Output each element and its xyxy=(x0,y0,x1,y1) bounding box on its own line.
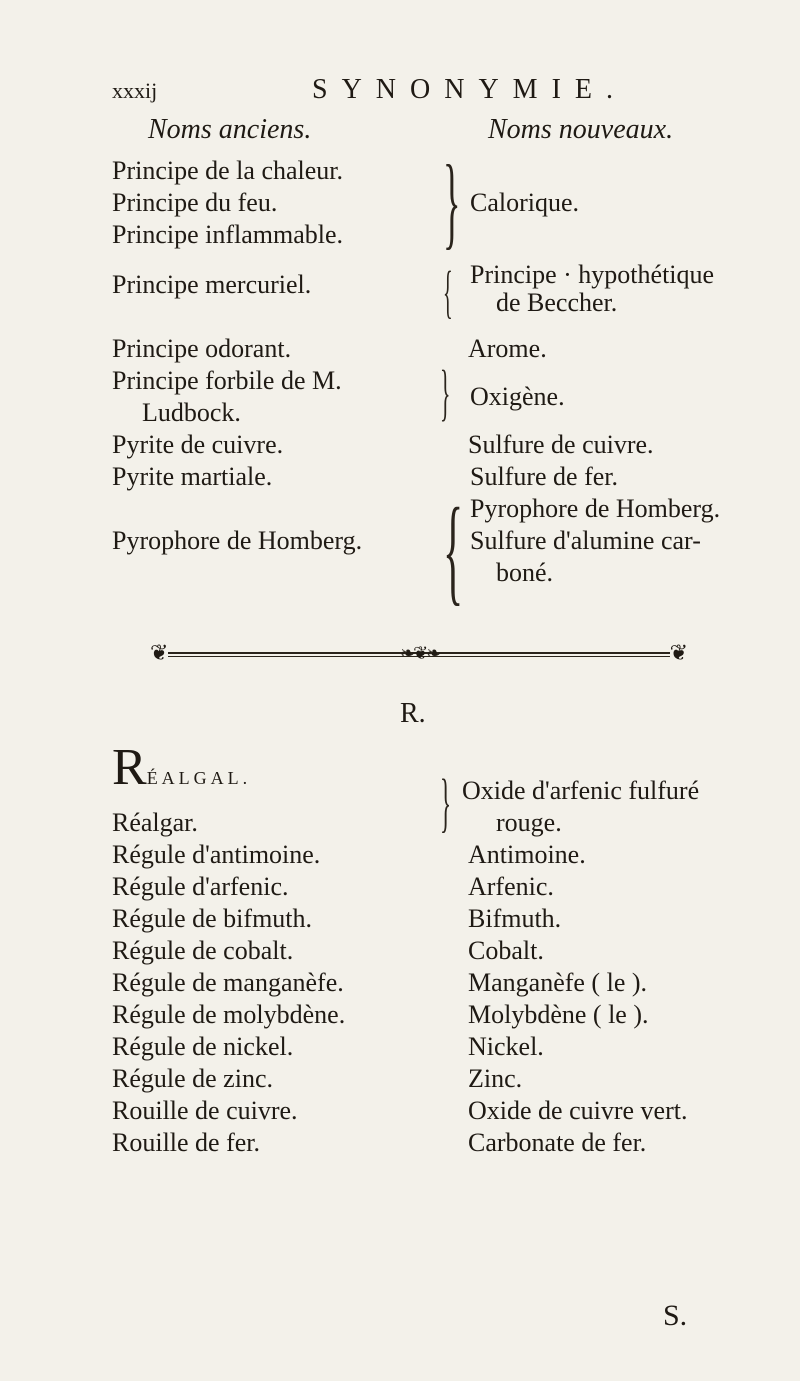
old-name: Pyrophore de Homberg. xyxy=(112,526,363,555)
new-name: Oxide d'arfenic fulfuré xyxy=(462,776,700,805)
old-name: Régule d'arfenic. xyxy=(112,872,289,901)
new-name: boné. xyxy=(496,558,554,587)
new-name: Arfenic. xyxy=(468,872,554,901)
brace-mark: { xyxy=(443,259,453,324)
old-names-heading: Noms anciens. xyxy=(148,114,312,145)
fleuron-icon: ❦ xyxy=(150,640,169,665)
brace-mark: { xyxy=(443,483,464,616)
brace-mark: } xyxy=(440,359,451,427)
old-name: Régule d'antimoine. xyxy=(112,840,321,869)
page-title: SYNONYMIE. xyxy=(312,74,627,105)
old-name: Régule de nickel. xyxy=(112,1032,294,1061)
new-name: Carbonate de fer. xyxy=(468,1128,647,1157)
old-name: Principe odorant. xyxy=(112,334,292,363)
page-header xyxy=(112,74,672,118)
first-word-rest: ÉALGAL. xyxy=(146,768,252,788)
old-name: Rouille de cuivre. xyxy=(112,1096,298,1125)
old-name: Régule de molybdène. xyxy=(112,1000,346,1029)
old-name: Principe de la chaleur. xyxy=(112,156,344,185)
old-name: Principe mercuriel. xyxy=(112,270,312,299)
old-name-first xyxy=(112,739,252,796)
new-name: rouge. xyxy=(496,808,562,837)
new-name: Calorique. xyxy=(470,188,580,217)
old-name: Régule de manganèfe. xyxy=(112,968,344,997)
new-name: Molybdène ( le ). xyxy=(468,1000,649,1029)
new-name: Pyrophore de Homberg. xyxy=(470,494,721,523)
old-name: Réalgar. xyxy=(112,808,198,837)
new-name: Arome. xyxy=(468,334,547,363)
ornament-icon: ❧❦❧ xyxy=(400,643,440,663)
section-letter: R. xyxy=(400,698,426,729)
new-names-heading: Noms nouveaux. xyxy=(488,114,674,145)
new-name: de Beccher. xyxy=(496,288,618,317)
new-name: Manganèfe ( le ). xyxy=(468,968,648,997)
old-name: Rouille de fer. xyxy=(112,1128,261,1157)
old-name: Pyrite martiale. xyxy=(112,462,273,491)
new-name: Sulfure de fer. xyxy=(470,462,619,491)
old-name: Régule de cobalt. xyxy=(112,936,294,965)
new-name: Oxigène. xyxy=(470,382,565,411)
old-name: Régule de bifmuth. xyxy=(112,904,313,933)
new-name: Bifmuth. xyxy=(468,904,562,933)
new-name: Principe · hypothétique xyxy=(470,260,715,289)
new-name: Zinc. xyxy=(468,1064,523,1093)
drop-initial: R xyxy=(112,739,147,796)
new-name: Cobalt. xyxy=(468,936,544,965)
old-name: Principe inflammable. xyxy=(112,220,344,249)
old-name: Ludbock. xyxy=(142,398,241,427)
old-name: Principe forbile de M. xyxy=(112,366,342,395)
new-name: Antimoine. xyxy=(468,840,586,869)
old-name: Régule de zinc. xyxy=(112,1064,273,1093)
new-name: Sulfure de cuivre. xyxy=(468,430,654,459)
old-name: Principe du feu. xyxy=(112,188,278,217)
fleuron-icon: ❦ xyxy=(669,640,688,665)
new-name: Oxide de cuivre vert. xyxy=(468,1096,688,1125)
signature-mark: S. xyxy=(663,1299,688,1332)
section-separator xyxy=(150,642,688,668)
old-name: Pyrite de cuivre. xyxy=(112,430,284,459)
brace-mark: } xyxy=(443,144,461,259)
new-name: Nickel. xyxy=(468,1032,544,1061)
brace-mark: } xyxy=(440,766,452,839)
page-number: xxxij xyxy=(112,78,158,103)
new-name: Sulfure d'alumine car- xyxy=(470,526,701,555)
